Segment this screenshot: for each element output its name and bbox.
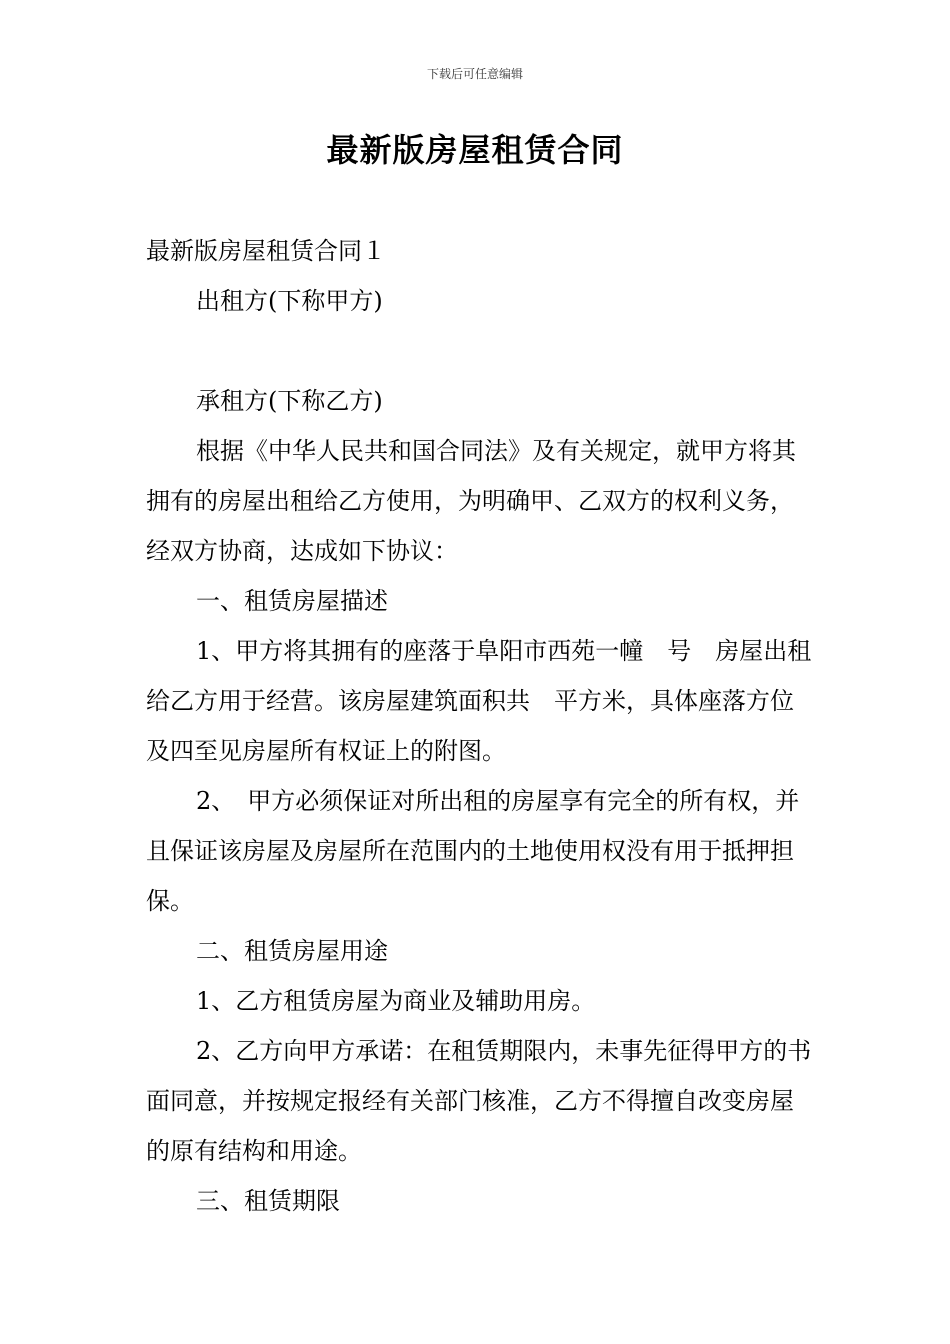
paragraph-lessee: 承租方(下称乙方)	[196, 387, 383, 415]
document-body	[146, 226, 814, 1226]
blank-line	[146, 326, 814, 376]
page-title: 最新版房屋租赁合同	[326, 131, 624, 169]
section-heading-2: 二、租赁房屋用途	[196, 937, 388, 965]
header-note: 下载后可任意编辑	[426, 67, 523, 81]
clause-2-2: 2、乙方向甲方承诺：在租赁期限内，未事先征得甲方的书面同意，并按规定报经有关部门核准，乙方不得擅自改变房屋的原有结构和用途。	[146, 1037, 812, 1165]
clause-1-1: 1、甲方将其拥有的座落于阜阳市西苑一幢 号 房屋出租给乙方用于经营。该房屋建筑面积共 平方米，具体座落方位及四至见房屋所有权证上的附图。	[146, 637, 812, 765]
section-heading-1: 一、租赁房屋描述	[196, 587, 388, 615]
clause-1-2: 2、 甲方必须保证对所出租的房屋享有完全的所有权，并且保证该房屋及房屋所在范围内的土地使用权没有用于抵押担保。	[146, 787, 800, 915]
clause-2-1: 1、乙方租赁房屋为商业及辅助用房。	[196, 987, 596, 1015]
paragraph-preamble: 根据《中华人民共和国合同法》及有关规定，就甲方将其拥有的房屋出租给乙方使用，为明确甲、乙双方的权利义务，经双方协商，达成如下协议：	[146, 437, 796, 565]
section-heading-3: 三、租赁期限	[196, 1187, 340, 1215]
paragraph-subtitle: 最新版房屋租赁合同１	[146, 237, 386, 265]
paragraph-lessor: 出租方(下称甲方)	[196, 287, 383, 315]
